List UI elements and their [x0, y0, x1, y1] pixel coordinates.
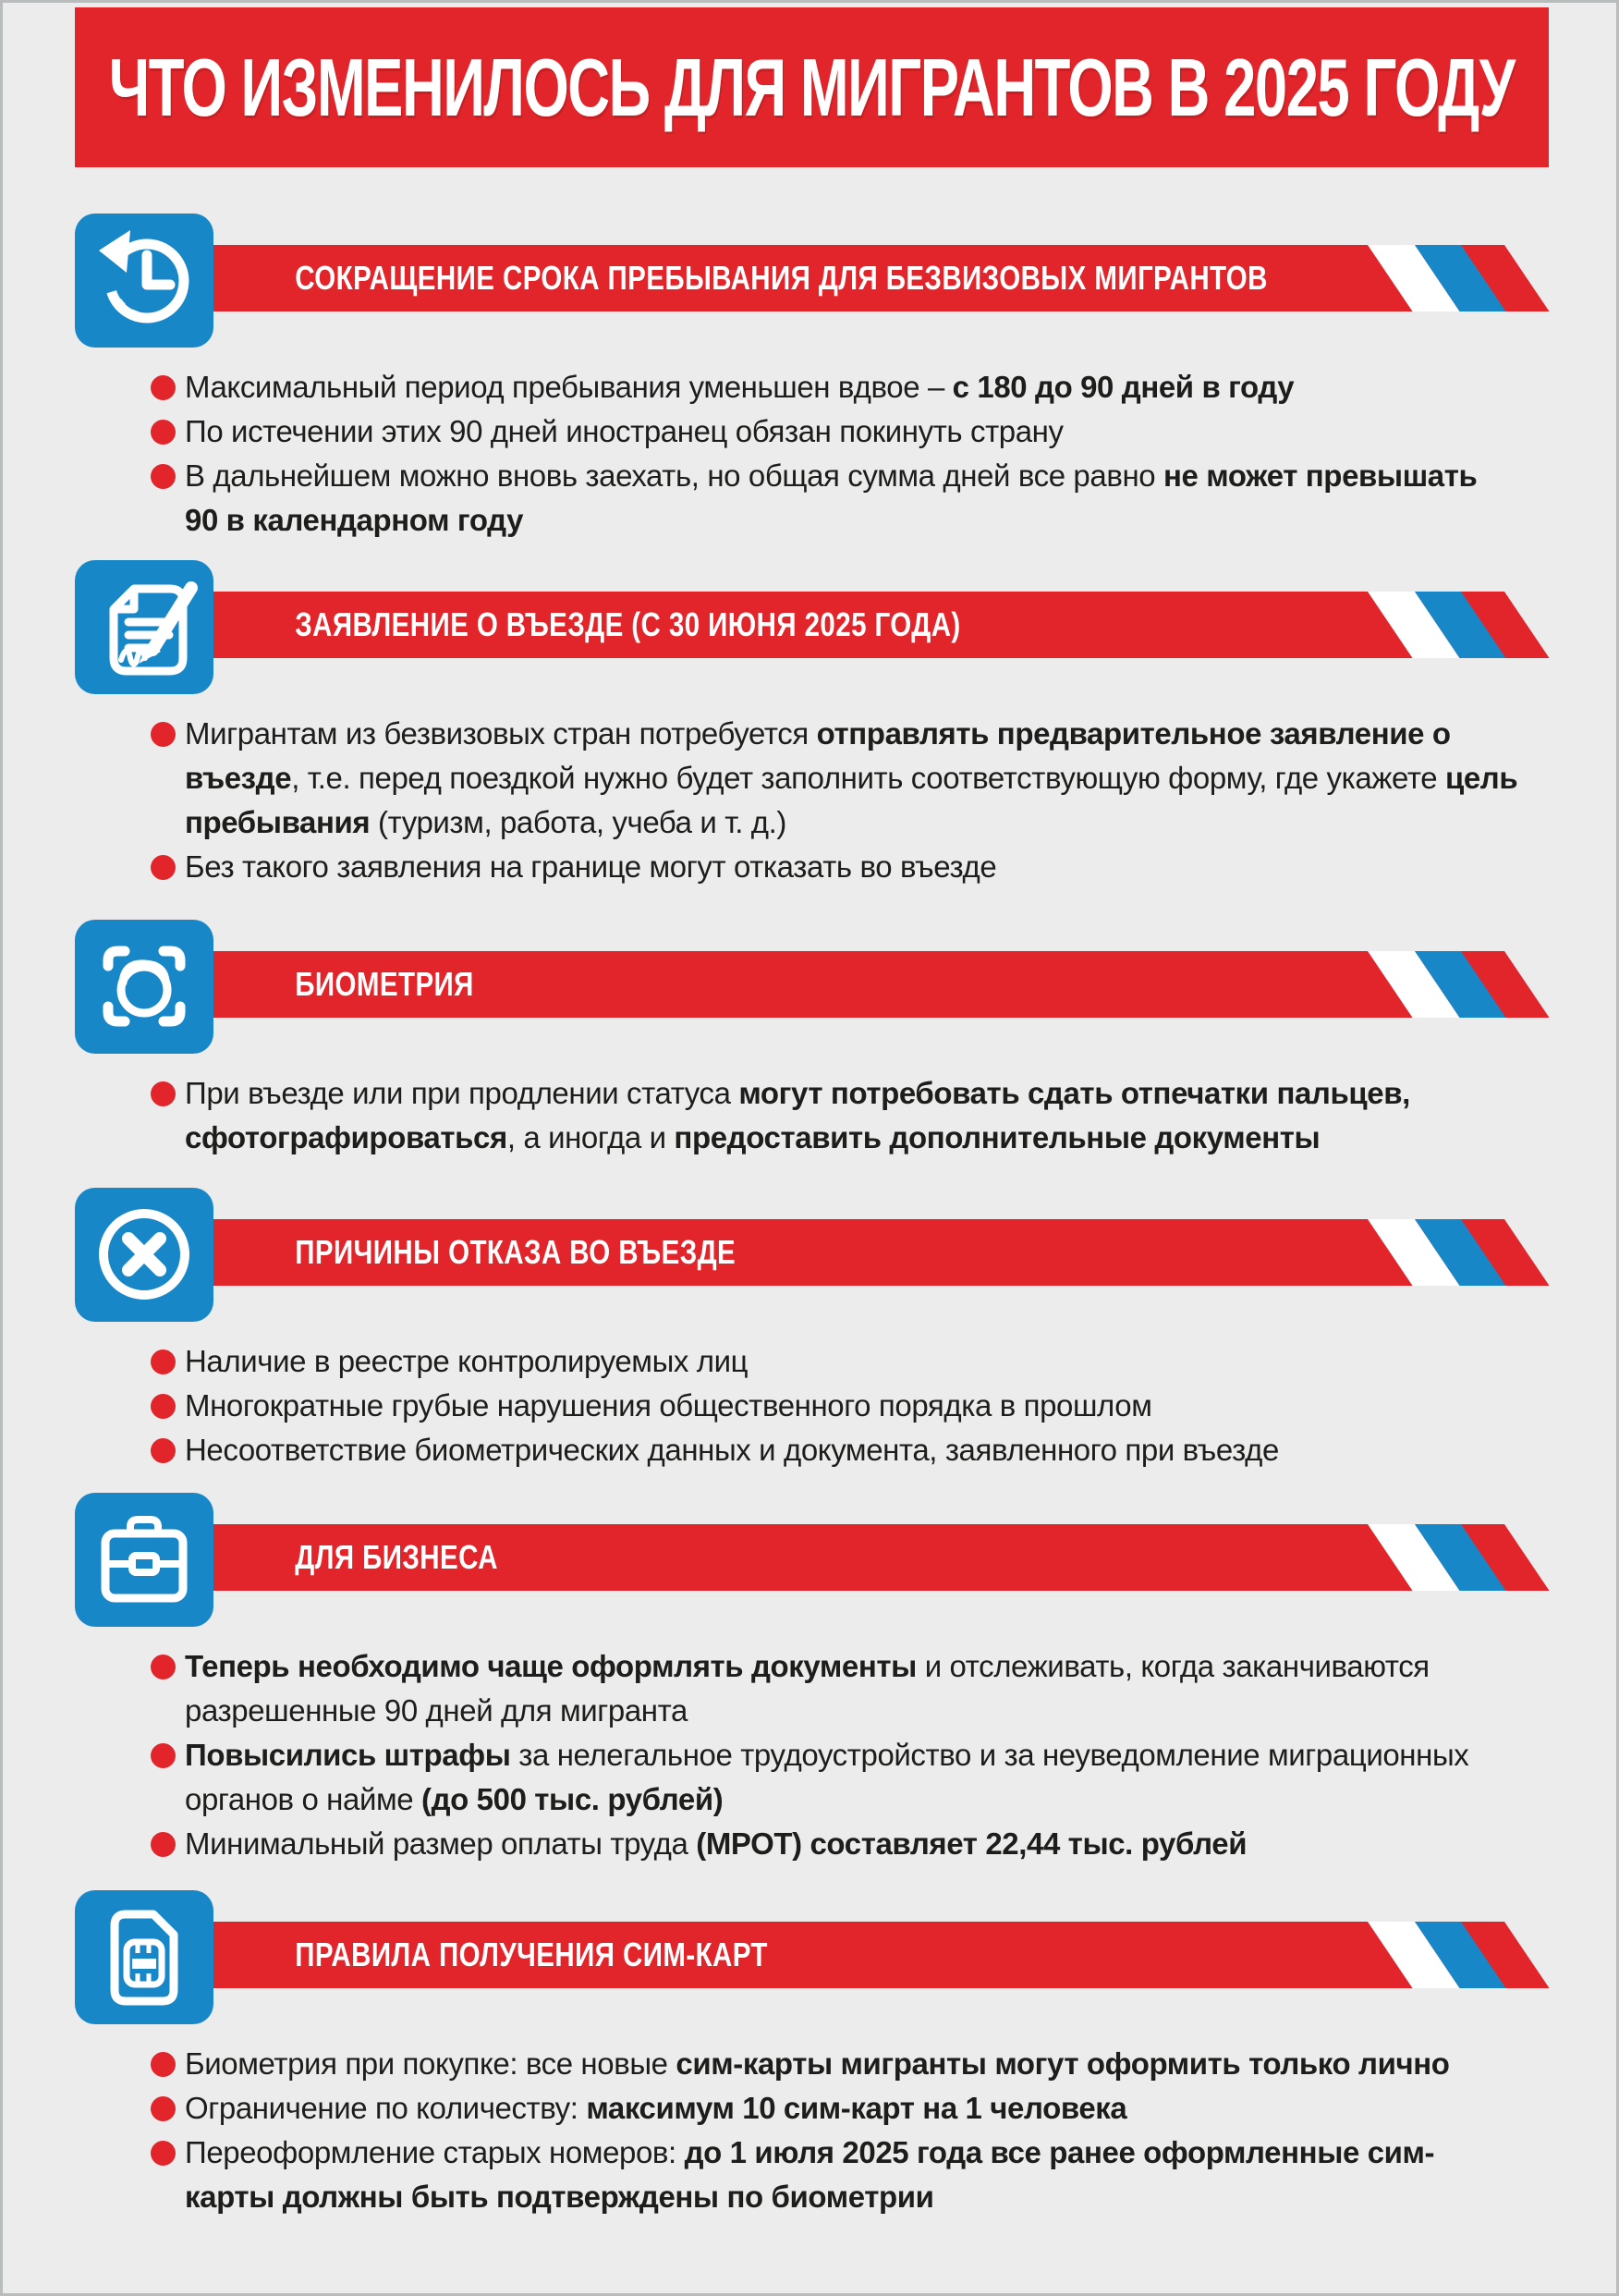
bullet-list [151, 712, 1518, 889]
briefcase-icon [75, 1493, 213, 1627]
list-item: Без такого заявления на границе могут отказать во въезде [151, 845, 1518, 889]
section-banner [111, 951, 1550, 1018]
list-item: По истечении этих 90 дней иностранец обязан покинуть страну [151, 409, 1518, 454]
list-item: При въезде или при продлении статуса могут потребовать сдать отпечатки пальцев, сфотографироваться, а иногда и предоставить дополнительные документы [151, 1071, 1518, 1160]
section-banner [111, 245, 1550, 311]
section-heading: ЗАЯВЛЕНИЕ О ВЪЕЗДЕ (С 30 ИЮНЯ 2025 ГОДА) [295, 605, 961, 643]
section-banner [111, 592, 1550, 658]
bullet-list [151, 1644, 1518, 1866]
face-scan-icon [75, 920, 213, 1054]
page-title: ЧТО ИЗМЕНИЛОСЬ ДЛЯ МИГРАНТОВ В 2025 ГОДУ [109, 41, 1515, 133]
section-banner [111, 1219, 1550, 1286]
cross-circle-icon [75, 1188, 213, 1322]
history-clock-icon [75, 214, 213, 348]
section-banner [111, 1524, 1550, 1591]
list-item: Наличие в реестре контролируемых лиц [151, 1339, 1518, 1384]
title-banner [75, 7, 1549, 167]
section-banner [111, 1922, 1550, 1988]
list-item: Ограничение по количеству: максимум 10 сим-карт на 1 человека [151, 2086, 1518, 2131]
bullet-list [151, 1339, 1518, 1472]
section-heading: БИОМЕТРИЯ [295, 965, 474, 1003]
list-item: Многократные грубые нарушения общественного порядка в прошлом [151, 1384, 1518, 1428]
section-heading: СОКРАЩЕНИЕ СРОКА ПРЕБЫВАНИЯ ДЛЯ БЕЗВИЗОВЫХ МИГРАНТОВ [295, 259, 1268, 297]
list-item: Мигрантам из безвизовых стран потребуется отправлять предварительное заявление о въезде, т.е. перед поездкой нужно будет заполнить соответствующую форму, где укажете цель пребывания (туризм, работа, учеба и т. д.) [151, 712, 1518, 845]
bullet-list [151, 1071, 1518, 1160]
list-item: Несоответствие биометрических данных и документа, заявленного при въезде [151, 1428, 1518, 1472]
list-item: В дальнейшем можно вновь заехать, но общая сумма дней все равно не может превышать 90 в календарном году [151, 454, 1518, 543]
list-item: Минимальный размер оплаты труда (МРОТ) составляет 22,44 тыс. рублей [151, 1822, 1518, 1866]
list-item: Биометрия при покупке: все новые сим-карты мигранты могут оформить только лично [151, 2042, 1518, 2086]
bullet-list [151, 2042, 1518, 2219]
section-heading: ПРАВИЛА ПОЛУЧЕНИЯ СИМ-КАРТ [295, 1936, 768, 1973]
list-item: Повысились штрафы за нелегальное трудоустройство и за неуведомление миграционных органов о найме (до 500 тыс. рублей) [151, 1733, 1518, 1822]
list-item: Переоформление старых номеров: до 1 июля 2025 года все ранее оформленные сим-карты должны быть подтверждены по биометрии [151, 2131, 1518, 2219]
document-pen-icon [75, 560, 213, 694]
list-item: Теперь необходимо чаще оформлять документы и отслеживать, когда заканчиваются разрешенные 90 дней для мигранта [151, 1644, 1518, 1733]
section-heading: ПРИЧИНЫ ОТКАЗА ВО ВЪЕЗДЕ [295, 1233, 736, 1271]
bullet-list [151, 365, 1518, 543]
section-heading: ДЛЯ БИЗНЕСА [295, 1538, 498, 1576]
list-item: Максимальный период пребывания уменьшен вдвое – с 180 до 90 дней в году [151, 365, 1518, 409]
sim-card-icon [75, 1890, 213, 2024]
